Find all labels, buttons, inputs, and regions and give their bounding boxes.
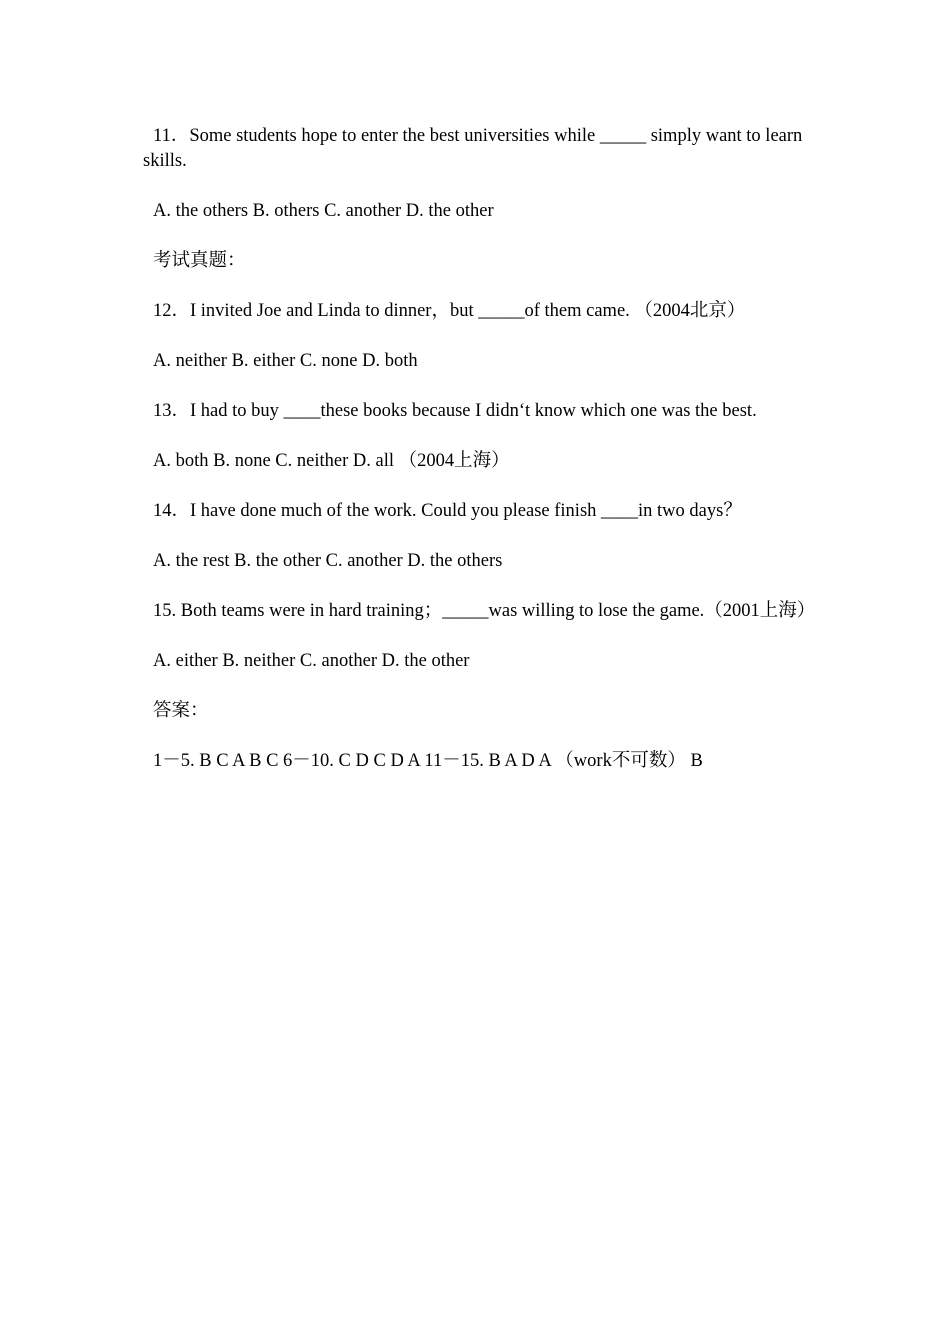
question-12-options: A. neither B. either C. none D. both (153, 351, 418, 371)
answer-key: 1－5. B C A B C 6－10. C D C D A 11－15. B A D A （work不可数） B (153, 751, 703, 771)
question-13-options: A. both B. none C. neither D. all （2004上海） (153, 451, 510, 471)
question-14: 14．I have done much of the work. Could you please finish ____in two days？ (153, 501, 742, 521)
section-heading-answers: 答案： (153, 701, 209, 721)
question-13: 13．I had to buy ____these books because I didn‘t know which one was the best. (153, 401, 757, 421)
question-14-options: A. the rest B. the other C. another D. the others (153, 551, 503, 571)
question-11: 11．Some students hope to enter the best universities while _____ simply want to learn skills. (143, 126, 803, 171)
section-heading-exam-questions: 考试真题： (153, 251, 246, 271)
question-12: 12．I invited Joe and Linda to dinner，but _____of them came. （2004北京） (153, 301, 746, 321)
document-page (143, 124, 815, 799)
question-15-options: A. either B. neither C. another D. the other (153, 651, 470, 671)
question-11-options: A. the others B. others C. another D. the other (153, 201, 494, 221)
question-15: 15. Both teams were in hard training；_____was willing to lose the game.（2001上海） (153, 601, 816, 621)
